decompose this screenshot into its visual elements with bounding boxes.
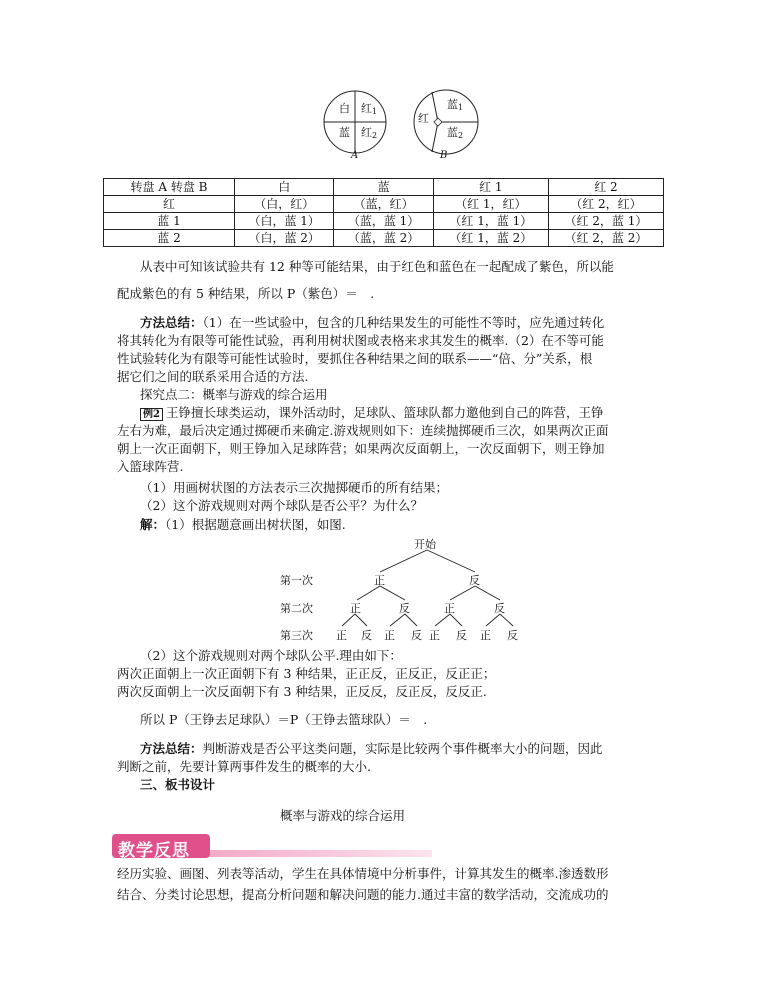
example-2: 例2 王铮擅长球类运动，课外活动时，足球队、篮球队都力邀他到自己的阵营，王铮 bbox=[140, 405, 685, 421]
spinner-b-caption: B bbox=[440, 150, 448, 161]
tree-level-label: 第三次 bbox=[280, 629, 313, 642]
table-row bbox=[104, 196, 664, 213]
tree-leaf: 反 bbox=[456, 629, 467, 642]
paragraph-line: 从表中可知该试验共有 12 种等可能结果，由于红色和蓝色在一起配成了紫色，所以能 bbox=[140, 259, 614, 274]
table-cell: （红 2，蓝 2） bbox=[548, 230, 663, 247]
method-summary-2: 方法总结：判断游戏是否公平这类问题，实际是比较两个事件概率大小的问题，因此 bbox=[140, 741, 603, 756]
table-cell: （红 1，蓝 2） bbox=[433, 230, 548, 247]
outcome-table bbox=[103, 178, 664, 247]
spinner-a-white: 白 bbox=[339, 102, 350, 115]
tree-node: 反 bbox=[399, 602, 410, 615]
table-cell: （蓝，蓝 2） bbox=[334, 230, 433, 247]
table-header-cell: 蓝 bbox=[334, 179, 433, 196]
table-cell: 蓝 2 bbox=[104, 230, 235, 247]
tree-node: 正 bbox=[350, 602, 361, 615]
tree-leaf: 正 bbox=[336, 629, 347, 642]
tree-level-label: 第一次 bbox=[280, 574, 313, 587]
tree-leaf: 反 bbox=[361, 629, 372, 642]
solution-intro: 解：（1）根据题意画出树状图，如图. bbox=[140, 517, 346, 532]
spinner-b-red: 红 bbox=[418, 112, 429, 125]
paragraph-line: 性试验转化为有限等可能性试验时，要抓住各种结果之间的联系——“倍、分”关系，根 bbox=[117, 351, 593, 366]
spinner-b-blue1: 蓝$_1$ bbox=[447, 98, 464, 112]
table-cell: （白，红） bbox=[235, 196, 334, 213]
tree-level-label: 第二次 bbox=[280, 602, 313, 615]
table-row bbox=[104, 230, 664, 247]
solution-line: 两次反面朝上一次反面朝下有 3 种结果，正反反，反正反，反反正. bbox=[117, 684, 487, 699]
tree-leaf: 正 bbox=[429, 629, 440, 642]
tree-node: 反 bbox=[469, 574, 480, 587]
paragraph-line: 结合、分类讨论思想，提高分析问题和解决问题的能力.通过丰富的数学活动，交流成功的 bbox=[117, 887, 609, 902]
spinner-b-blue2: 蓝$_2$ bbox=[447, 126, 464, 140]
tree-node: 正 bbox=[374, 574, 385, 587]
paragraph-line: 左右为难，最后决定通过掷硬币来确定.游戏规则如下：连续抛掷硬币三次，如果两次正面 bbox=[117, 423, 609, 438]
paragraph-line: 配成紫色的有 5 种结果，所以 P（紫色）＝ . bbox=[117, 286, 375, 301]
tree-leaf: 反 bbox=[411, 629, 422, 642]
table-header-cell: 白 bbox=[235, 179, 334, 196]
table-cell: （红 2，红） bbox=[548, 196, 663, 213]
question-2: （2）这个游戏规则对两个球队是否公平？为什么？ bbox=[140, 498, 423, 513]
tree-node: 正 bbox=[444, 602, 455, 615]
tree-leaf: 正 bbox=[480, 629, 491, 642]
table-cell: （红 1，蓝 1） bbox=[433, 213, 548, 230]
table-header-cell: 红 1 bbox=[433, 179, 548, 196]
paragraph-line: 朝上一次正面朝下，则王铮加入足球阵营；如果两次反面朝上，一次反面朝下，则王铮加 bbox=[117, 441, 605, 456]
tree-leaf: 反 bbox=[507, 629, 518, 642]
table-cell: （蓝，红） bbox=[334, 196, 433, 213]
paragraph-line: 将其转化为有限等可能性试验，再利用树状图或表格来求其发生的概率.（2）在不等可能 bbox=[117, 333, 604, 348]
table-cell: （红 2，蓝 1） bbox=[548, 213, 663, 230]
solution-line: 两次正面朝上一次正面朝下有 3 种结果，正正反，正反正，反正正； bbox=[117, 666, 496, 681]
table-cell: （红 1，红） bbox=[433, 196, 548, 213]
method-summary-1: 方法总结：（1）在一些试验中，包含的几种结果发生的可能性不等时，应先通过转化 bbox=[140, 315, 605, 330]
paragraph-line: 判断之前，先要计算两事件发生的概率的大小. bbox=[117, 759, 371, 774]
example-tag: 例2 bbox=[140, 408, 163, 421]
table-cell: 蓝 1 bbox=[104, 213, 235, 230]
paragraph-line: 经历实验、画图、列表等活动，学生在具体情境中分析事件，计算其发生的概率.渗透数形 bbox=[117, 866, 609, 881]
paragraph-line: 据它们之间的联系采用合适的方法. bbox=[117, 369, 309, 384]
spinner-a-red1: 红$_1$ bbox=[361, 102, 378, 116]
tree-root: 开始 bbox=[414, 538, 436, 551]
tree-node: 反 bbox=[494, 602, 505, 615]
solution-conclusion: 所以 P（王铮去足球队）＝P（王铮去篮球队）＝ . bbox=[140, 712, 428, 727]
table-cell: 红 bbox=[104, 196, 235, 213]
table-cell: （蓝，蓝 1） bbox=[334, 213, 433, 230]
spinner-a-caption: A bbox=[351, 150, 359, 161]
table-row bbox=[104, 213, 664, 230]
table-header-cell: 红 2 bbox=[548, 179, 663, 196]
spinner-a-blue: 蓝 bbox=[339, 126, 350, 139]
tree-leaf: 正 bbox=[384, 629, 395, 642]
exploration-point-2: 探究点二：概率与游戏的综合运用 bbox=[140, 387, 328, 402]
section-heading: 三、板书设计 bbox=[140, 777, 216, 792]
paragraph-line: 入篮球阵营. bbox=[117, 459, 184, 474]
board-title: 概率与游戏的综合运用 bbox=[280, 808, 406, 823]
table-cell: （白，蓝 2） bbox=[235, 230, 334, 247]
spinner-a-red2: 红$_2$ bbox=[361, 126, 378, 140]
table-cell: （白，蓝 1） bbox=[235, 213, 334, 230]
table-header-cell: 转盘 A 转盘 B bbox=[104, 179, 235, 196]
table-header-row bbox=[104, 179, 664, 196]
solution-line: （2）这个游戏规则对两个球队公平.理由如下： bbox=[140, 648, 402, 663]
reflection-title: 教学反思 bbox=[118, 841, 190, 861]
question-1: （1）用画树状图的方法表示三次抛掷硬币的所有结果； bbox=[140, 480, 448, 495]
